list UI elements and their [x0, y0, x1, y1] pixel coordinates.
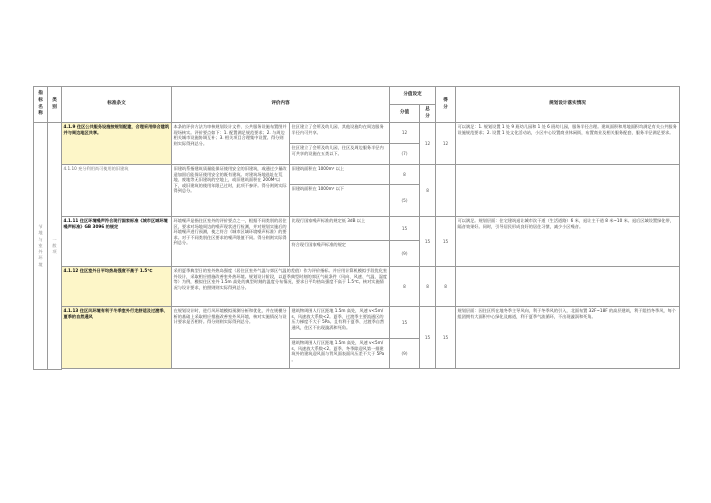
obtained-score: 8	[436, 267, 456, 307]
eval-cell: 环境噪声是指住区室外的评价要点之一，根据不同类别的居住区，要求对场地周边的噪声现状进行检测，并对规划实施后的环境噪声进行预测，使之符合《城市区域环境噪声标准》的要求。对于不同类别住区要求的噪声限值不同。得分则则实际得到总分。	[172, 217, 290, 267]
clause-cell: 4.1.12 住区室外日平均热岛强度不高于 1.5℃	[62, 267, 172, 307]
total-score: 15	[420, 307, 436, 369]
clause-cell: 4.1.11 住区环境噪声符合现行国家标准《城市区域环境噪声标准》GB 3096 的规定	[62, 217, 172, 267]
clause-cell: 4.1.9 住区公共服务设施按规划配建，合理采用综合建筑并与周边地区共享。	[62, 123, 172, 165]
header-obtained: 得分	[436, 87, 456, 123]
criterion-cell: 住区建立了会所及幼儿园，住区及周边服务半径内可共享的设施在五类以下。	[290, 144, 390, 165]
eval-cell: 采用夏季典型日的室外热岛强度（居住区室外气温与郊区气温的差值）作为评价指标。并应用计算机模拟手段优化室外设计，采取相应措施改善室外热环境。规划设计阶段，以夏季典型时刻的郊区气候条件（风向、风速、气温、湿度等）为例，模拟住区室外 1.5m 高处的典型时刻的温度分布情况，要求日平均热岛强度不高于 1.5℃。核对实施情况与设计要求，拍照则则实际得到总分。	[172, 267, 390, 307]
criterion-score: 8	[390, 267, 420, 307]
criterion-score: 15	[390, 307, 420, 339]
total-score: 15	[420, 217, 436, 267]
header-eval: 评价内容	[172, 87, 390, 123]
plan-cell: 规划层面：因住区所在地冬季主导风向，利于冬季风的引入，北面布置 32F~18F 的高层建筑，利于阻挡冬季风，每个组团拥有大面积中心绿化及廊道，利于夏季气流循环，不出现漩涡和死角。	[456, 307, 680, 369]
table-row	[34, 165, 680, 185]
plan-cell	[456, 165, 680, 217]
total-score: 8	[420, 267, 436, 307]
criterion-score: 15	[390, 217, 420, 241]
criterion-cell: 符合现行国家噪声标准的规定	[290, 241, 390, 267]
plan-cell	[456, 267, 680, 307]
clause-cell: 4.1.10 充分利用尚可使用的旧建筑	[62, 165, 172, 217]
criterion-score: (5)	[390, 185, 420, 217]
obtained-score: 12	[436, 123, 456, 165]
header-score-set: 分值设定	[390, 87, 436, 105]
obtained-score	[436, 165, 456, 217]
eval-cell: 在规划设计时，进行风环境模拟预测分析和优化，并在规模分析的基础上采取相应措施改善室外风环境，核对实施情况与设计要求是否相符。得分则则实际得到总分。	[172, 307, 290, 369]
table-row	[34, 123, 680, 144]
plan-cell: 可以满足：1. 规划设置 1 处 9 班幼儿园和 1 处 6 班幼儿园，服务半径合理。建筑面积和用地面积均满足有关公共服务设施规范要求；2. 设置 1 处文化活动站，小区中心设置商业休闲街，布置商业及相关服务配套，服务半径满足要求。	[456, 123, 680, 165]
criterion-cell: 住区建立了会所及幼儿园、其他设施均在周边服务半径内可共享。	[290, 123, 390, 144]
total-score: 8	[420, 165, 436, 217]
criterion-cell: 比现行国家噪声标准的规定低 3dB 以上	[290, 217, 390, 241]
header-index-name: 指标名称	[34, 87, 48, 123]
table-row	[34, 267, 680, 307]
criterion-cell: 旧建筑面积在 1000m² 以上	[290, 165, 390, 185]
criterion-score: (9)	[390, 241, 420, 267]
clause-cell: 4.1.13 住区风环境有利于冬季室外行走舒适及过渡季、夏季的自然通风	[62, 307, 172, 369]
header-category: 类别	[48, 87, 62, 123]
criterion-cell: 建筑物周围人行区距地 1.5m 高处，风速 v<5m/s，风速放大系数<2。夏季、冬季除迎风第一排建筑外的建筑迎风面与背风面表面风压差不大于 5Pa 。	[290, 339, 390, 369]
header-score: 分值	[390, 105, 420, 123]
plan-cell: 可以满足。规划层面：住宅建筑退让城市次干道（生活道路）6 米，退让主干道 8 米~10 米。退后区域设置绿化带，隔音效果好。同时，引导居民形成良好的居住习惯，减少小区噪音。	[456, 217, 680, 267]
total-score: 12	[420, 123, 436, 165]
eval-cell: 旧建筑系指建筑质量能保证使用安全的旧建筑，或通过少量改造加固后能保证使用安全的既有建筑。对建筑场地选址在荒地、废地等无旧建筑的空地上，或旧建筑面积在 200M²以下，或旧建筑的使用年限已过时，此项不参评。得分则则实际得到总分。	[172, 165, 290, 217]
table-row	[34, 307, 680, 339]
criterion-score: (7)	[390, 144, 420, 165]
header-total: 总分	[420, 105, 436, 123]
table-row	[34, 217, 680, 241]
criterion-score: (9)	[390, 339, 420, 369]
evaluation-table	[33, 86, 680, 370]
criterion-score: 12	[390, 123, 420, 144]
eval-cell: 本条的评价方法为审核规划设计文件、公共服务设施布置图并现场核实。评价要点如下：1. 配置满足规范要求；2. 与周边相关城市设施协调互补；3. 相关项目合理集中设置。得分则则实际得到总分。	[172, 123, 290, 165]
section-index-label: 节地与室外环境	[34, 123, 48, 370]
criterion-cell: 建筑物周围人行区距地 1.5m 高处，风速 v<5m/s，风速放大系数<2。夏季、过渡季主要流通区的压力梯度不大于 5Pa。且有利于夏季、过渡季自然通风，住区不出现漩涡和死角。	[290, 307, 390, 339]
section-category-label: 一般项	[48, 123, 62, 370]
criterion-cell: 旧建筑面积在 1000m² 以下	[290, 185, 390, 217]
criterion-score: 8	[390, 165, 420, 185]
obtained-score: 15	[436, 217, 456, 267]
obtained-score: 15	[436, 307, 456, 369]
header-plan: 规划设计落实情况	[456, 87, 680, 123]
header-clause: 标准条文	[62, 87, 172, 123]
